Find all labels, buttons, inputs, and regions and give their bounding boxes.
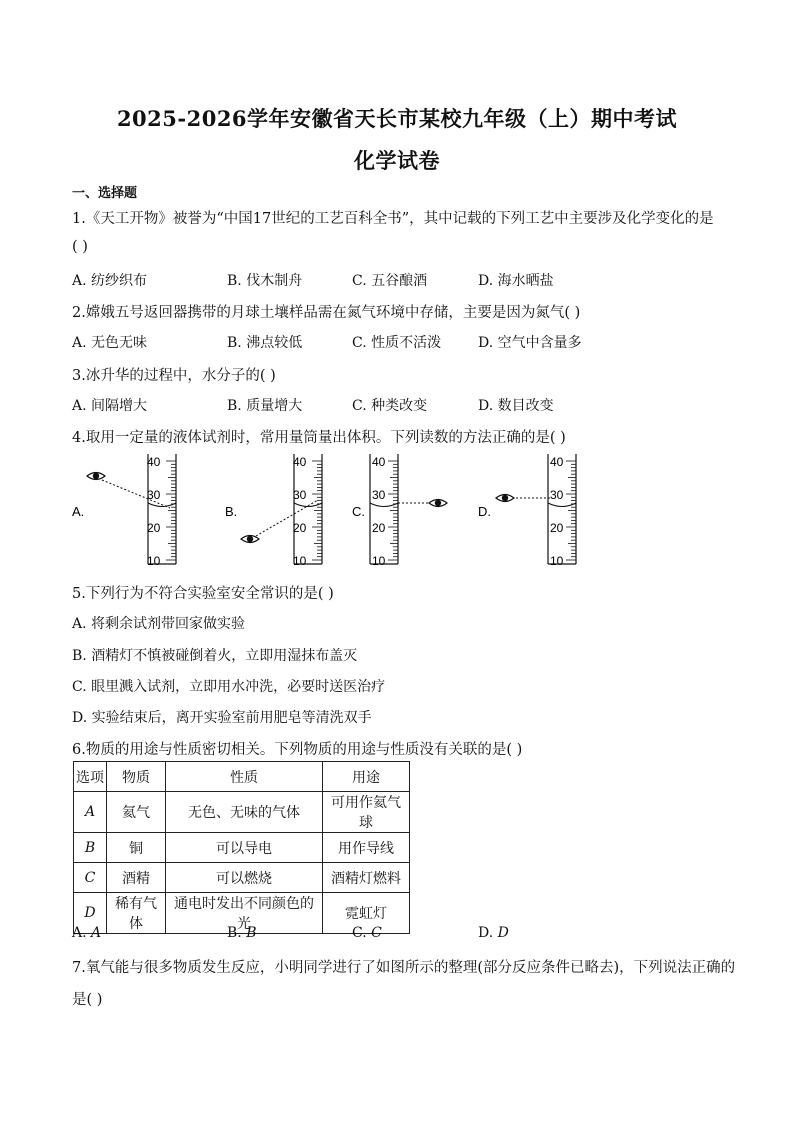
table-header: 性质 xyxy=(166,762,323,792)
table-cell: 氦气 xyxy=(107,792,166,833)
question-2-option-b: B. 沸点较低 xyxy=(227,335,303,351)
cylinder-a-tick-20: 20 xyxy=(147,521,161,535)
question-2-stem: 2.嫦娥五号返回器携带的月球土壤样品需在氮气环境中存储，主要是因为氮气( ) xyxy=(72,305,581,321)
property-use-table xyxy=(73,761,410,934)
cylinder-c-tick-30: 30 xyxy=(372,488,386,502)
cylinder-b-tick-10: 10 xyxy=(293,554,307,568)
exam-subtitle: 化学试卷 xyxy=(354,148,440,173)
section-heading: 一、选择题 xyxy=(72,186,138,201)
table-cell: D xyxy=(74,893,107,934)
graduated-cylinder-figures xyxy=(0,448,794,570)
cylinder-d-tick-10: 10 xyxy=(550,554,564,568)
question-3-option-c: C. 种类改变 xyxy=(352,398,428,414)
cylinder-b-tick-40: 40 xyxy=(293,455,307,469)
question-2-option-d: D. 空气中含量多 xyxy=(478,335,582,351)
question-3-option-a: A. 间隔增大 xyxy=(72,398,148,414)
cylinder-b-tick-20: 20 xyxy=(293,521,307,535)
table-cell: C xyxy=(74,863,107,893)
question-1-stem-cont: ( ) xyxy=(72,239,88,255)
question-7-stem: 7.氧气能与很多物质发生反应，小明同学进行了如图所示的整理(部分反应条件已略去)，下列说法正确的 xyxy=(72,960,736,976)
question-1-option-c: C. 五谷酿酒 xyxy=(352,273,428,289)
question-1-option-a: A. 纺纱织布 xyxy=(72,273,148,289)
cylinder-b-tick-30: 30 xyxy=(293,488,307,502)
table-row xyxy=(74,833,410,863)
table-cell: 霓虹灯 xyxy=(323,893,410,934)
cylinder-b xyxy=(294,454,322,564)
cylinder-c-tick-20: 20 xyxy=(372,521,386,535)
table-cell: 酒精灯燃料 xyxy=(323,863,410,893)
figure-label-a: A. xyxy=(72,504,85,519)
cylinder-d-tick-40: 40 xyxy=(550,455,564,469)
question-1-option-b: B. 伐木制舟 xyxy=(227,273,303,289)
question-6-option-d: D. D xyxy=(478,925,509,941)
question-4-stem: 4.取用一定量的液体试剂时，常用量筒量出体积。下列读数的方法正确的是( ) xyxy=(72,430,566,446)
question-7-stem-cont: 是( ) xyxy=(72,992,103,1008)
figure-label-d: D. xyxy=(478,504,491,519)
question-1-stem: 1.《天工开物》被誉为“中国17世纪的工艺百科全书”，其中记载的下列工艺中主要涉及化学变化的是 xyxy=(72,211,714,227)
eye-icon xyxy=(241,536,259,543)
eye-icon xyxy=(496,495,514,502)
table-row xyxy=(74,792,410,833)
cylinder-d-tick-30: 30 xyxy=(550,488,564,502)
figure-label-c: C. xyxy=(352,504,365,519)
cylinder-c-tick-10: 10 xyxy=(372,554,386,568)
question-5-option-a: A. 将剩余试剂带回家做实验 xyxy=(72,616,246,632)
question-6-stem: 6.物质的用途与性质密切相关。下列物质的用途与性质没有关联的是( ) xyxy=(72,742,523,758)
question-6-option-a: A. A xyxy=(72,925,102,941)
question-2-option-c: C. 性质不活泼 xyxy=(352,335,442,351)
cylinder-a xyxy=(148,454,176,564)
table-cell: 稀有气体 xyxy=(107,893,166,934)
question-5-option-d: D. 实验结束后，离开实验室前用肥皂等清洗双手 xyxy=(72,710,372,726)
table-cell: 酒精 xyxy=(107,863,166,893)
question-2-option-a: A. 无色无味 xyxy=(72,335,148,351)
cylinder-a-tick-40: 40 xyxy=(147,455,161,469)
question-3-option-b: B. 质量增大 xyxy=(227,398,303,414)
question-3-stem: 3.冰升华的过程中，水分子的( ) xyxy=(72,368,276,384)
cylinder-d xyxy=(548,454,576,564)
question-6-option-b: B. B xyxy=(227,925,257,941)
cylinder-c-tick-40: 40 xyxy=(372,455,386,469)
exam-title: 2025-2026学年安徽省天长市某校九年级（上）期中考试 xyxy=(116,106,678,131)
table-header: 选项 xyxy=(74,762,107,792)
question-5-stem: 5.下列行为不符合实验室安全常识的是( ) xyxy=(72,586,334,602)
table-row xyxy=(74,863,410,893)
table-cell: 无色、无味的气体 xyxy=(166,792,323,833)
table-cell: 可以导电 xyxy=(166,833,323,863)
table-cell: A xyxy=(74,792,107,833)
cylinder-c xyxy=(370,454,398,564)
cylinder-a-tick-30: 30 xyxy=(147,488,161,502)
table-cell: 可用作氦气球 xyxy=(323,792,410,833)
table-cell: B xyxy=(74,833,107,863)
table-cell: 铜 xyxy=(107,833,166,863)
table-cell: 可以燃烧 xyxy=(166,863,323,893)
eye-icon xyxy=(87,473,105,480)
table-cell: 通电时发出不同颜色的光 xyxy=(166,893,323,934)
eye-icon xyxy=(429,500,447,507)
table-cell: 用作导线 xyxy=(323,833,410,863)
table-header: 用途 xyxy=(323,762,410,792)
table-header: 物质 xyxy=(107,762,166,792)
question-5-option-b: B. 酒精灯不慎被碰倒着火，立即用湿抹布盖灭 xyxy=(72,648,358,664)
figure-label-b: B. xyxy=(225,504,238,519)
question-5-option-c: C. 眼里溅入试剂，立即用水冲洗，必要时送医治疗 xyxy=(72,679,386,695)
cylinder-a-tick-10: 10 xyxy=(147,554,161,568)
question-6-option-c: C. C xyxy=(352,925,382,941)
cylinder-d-tick-20: 20 xyxy=(550,521,564,535)
question-3-option-d: D. 数目改变 xyxy=(478,398,554,414)
question-1-option-d: D. 海水晒盐 xyxy=(478,273,554,289)
